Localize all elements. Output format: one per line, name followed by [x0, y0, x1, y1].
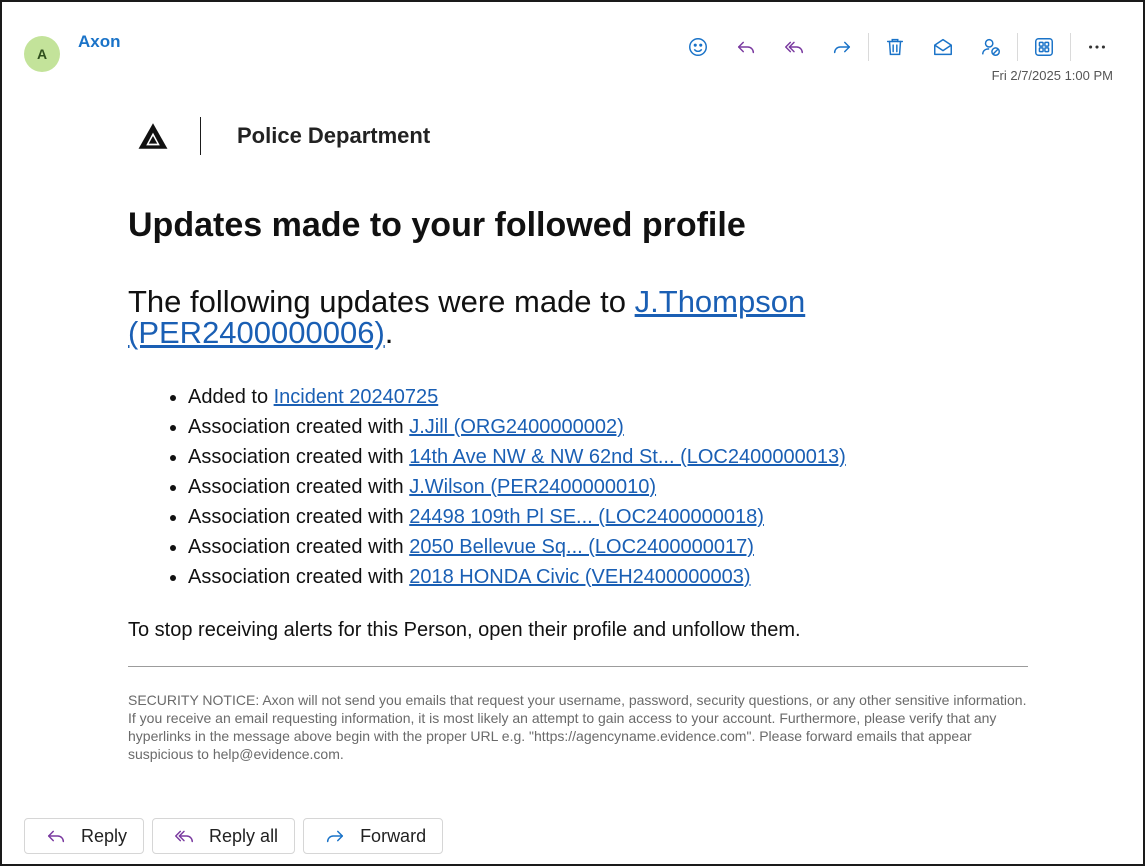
toolbar-separator	[1017, 33, 1018, 61]
reply-actions	[24, 818, 451, 854]
update-link[interactable]: 2050 Bellevue Sq... (LOC2400000017)	[409, 536, 754, 558]
forward-icon	[324, 825, 346, 847]
reply-label: Reply	[81, 825, 128, 846]
update-text: Association created with	[188, 536, 410, 558]
forward-icon[interactable]	[826, 32, 858, 62]
intro-suffix: .	[384, 315, 394, 350]
mark-read-icon[interactable]	[927, 32, 959, 62]
message-timestamp: Fri 2/7/2025 1:00 PM	[991, 68, 1113, 83]
list-item	[188, 442, 1028, 472]
profile-link[interactable]: J.Thompson (PER2400000006)	[128, 284, 806, 350]
brand-name: Police Department	[237, 123, 431, 148]
intro-prefix: The following updates were made to	[128, 284, 635, 319]
apps-icon[interactable]	[1028, 32, 1060, 62]
toolbar-separator	[1070, 33, 1071, 61]
emoji-icon[interactable]	[682, 32, 714, 62]
update-text: Association created with	[188, 416, 410, 438]
divider	[128, 666, 1028, 667]
sender-name[interactable]: Axon	[78, 32, 121, 51]
update-link[interactable]: J.Jill (ORG2400000002)	[409, 416, 624, 438]
update-link[interactable]: 14th Ave NW & NW 62nd St... (LOC2400000013)	[409, 446, 846, 468]
list-item	[188, 412, 1028, 442]
reply-all-icon	[173, 825, 195, 847]
reply-icon[interactable]	[730, 32, 762, 62]
unfollow-instructions: To stop receiving alerts for this Person, open their profile and unfollow them.	[128, 619, 801, 641]
list-item	[188, 532, 1028, 562]
forward-button[interactable]	[303, 818, 443, 854]
reply-all-button[interactable]	[152, 818, 295, 854]
list-item	[188, 562, 1028, 592]
list-item	[188, 502, 1028, 532]
delete-icon[interactable]	[879, 32, 911, 62]
reply-icon	[45, 825, 67, 847]
update-link[interactable]: Incident 20240725	[273, 386, 439, 408]
list-item	[188, 382, 1028, 412]
sender-icon[interactable]	[975, 32, 1007, 62]
brand-header	[128, 116, 430, 156]
sender-avatar[interactable]: A	[24, 36, 60, 72]
reply-button[interactable]	[24, 818, 144, 854]
more-icon[interactable]	[1081, 32, 1113, 62]
forward-label: Forward	[360, 825, 427, 846]
security-notice: SECURITY NOTICE: Axon will not send you emails that request your username, password, security questions, or any other sensitive information. If you receive an email requesting information, it is most likely an attempt to gain access to your account. Furthermore, please verify that any hyperlinks in the message above begin with the proper URL e.g. "https://agencyname.evidence.com". Please forward emails that appear suspicious to help@evidence.com.	[128, 692, 1027, 762]
reply-all-icon[interactable]	[778, 32, 810, 62]
axon-logo-icon	[128, 116, 178, 156]
email-body	[128, 202, 1028, 763]
reply-all-label: Reply all	[209, 825, 279, 846]
intro-paragraph	[128, 286, 1028, 348]
email-headline: Updates made to your followed profile	[128, 206, 746, 244]
update-text: Association created with	[188, 566, 410, 588]
brand-divider	[200, 117, 201, 155]
list-item	[188, 472, 1028, 502]
toolbar-separator	[868, 33, 869, 61]
update-text: Association created with	[188, 446, 410, 468]
message-toolbar	[674, 32, 1121, 62]
updates-list	[128, 382, 1028, 592]
update-text: Association created with	[188, 476, 410, 498]
update-text: Association created with	[188, 506, 410, 528]
update-link[interactable]: 24498 109th Pl SE... (LOC2400000018)	[409, 506, 764, 528]
update-link[interactable]: J.Wilson (PER2400000010)	[409, 476, 657, 498]
update-text: Added to	[188, 386, 274, 408]
update-link[interactable]: 2018 HONDA Civic (VEH2400000003)	[409, 566, 751, 588]
